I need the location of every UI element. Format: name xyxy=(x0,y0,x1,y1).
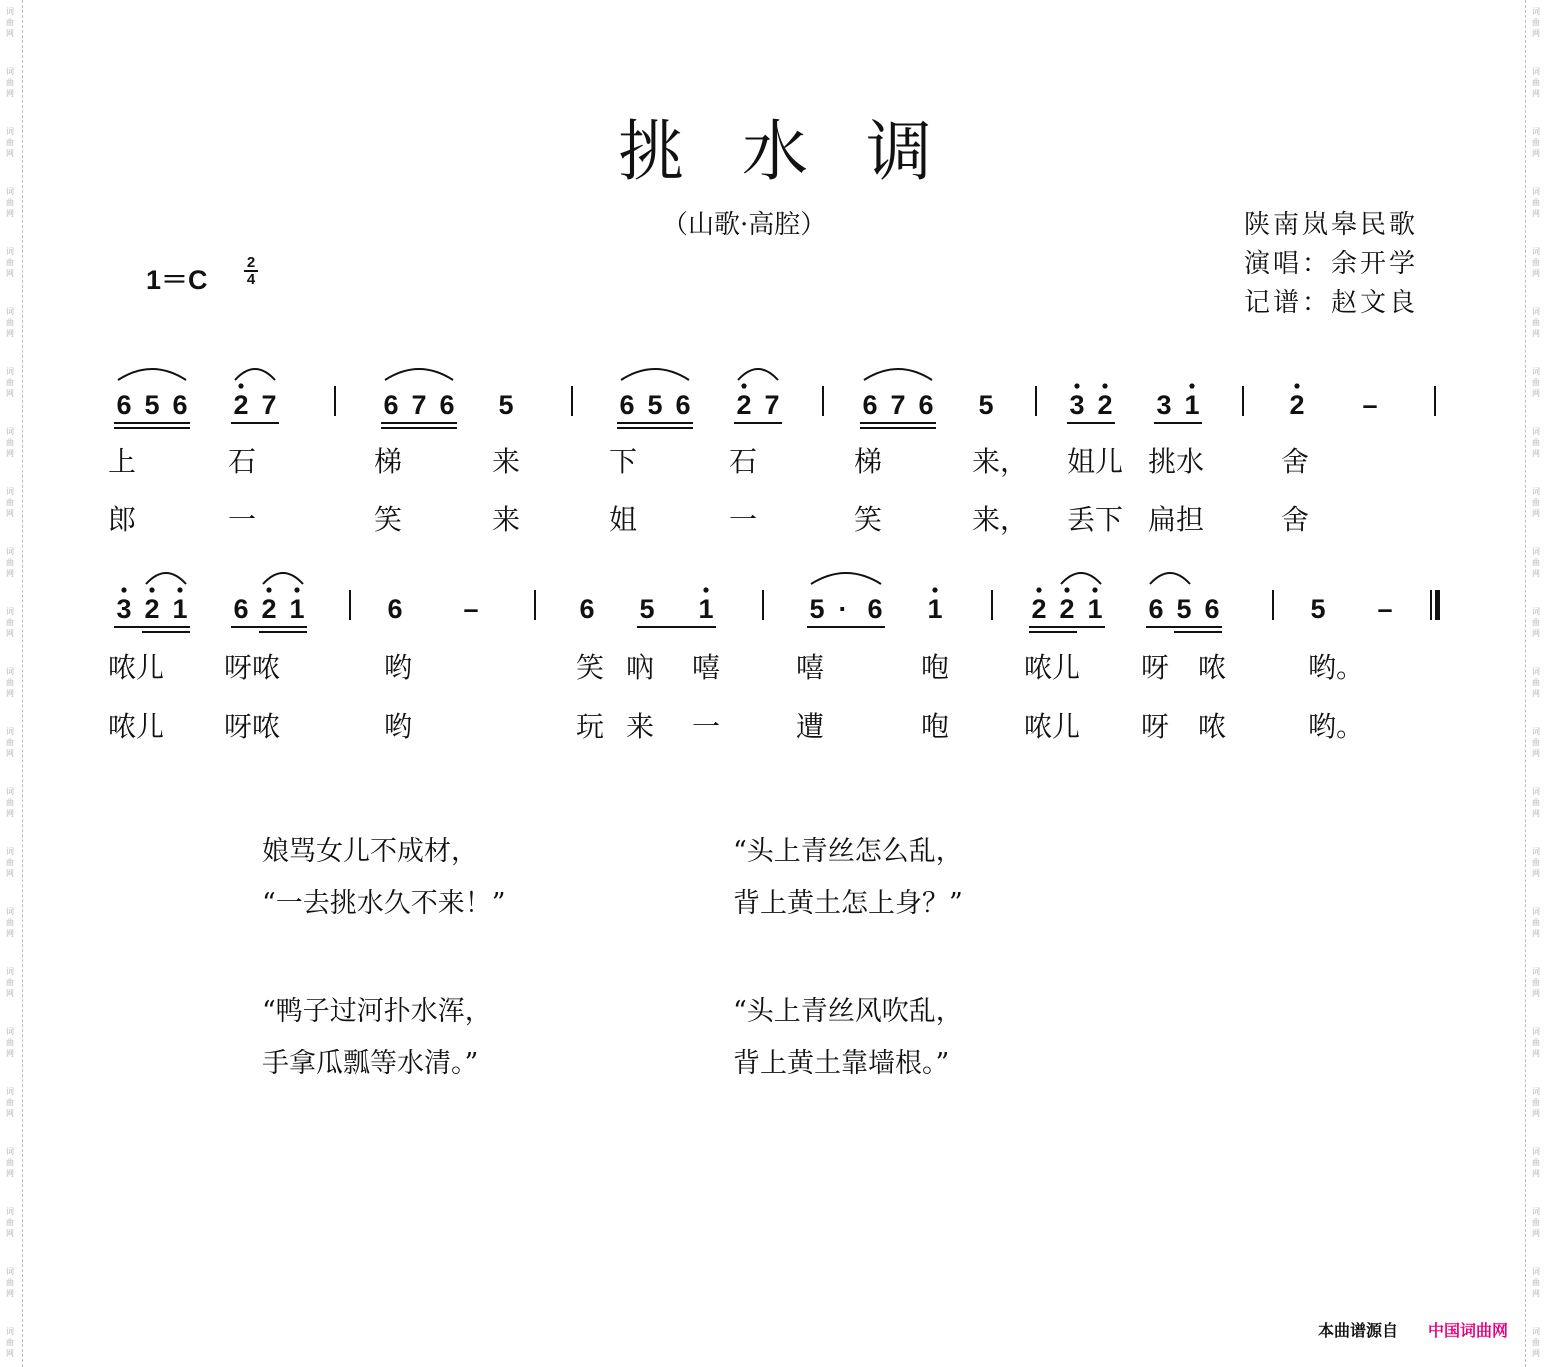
watermark-glyph: 词 xyxy=(1532,7,1540,16)
line1-note: 6 xyxy=(383,390,399,420)
watermark-glyph: 词 xyxy=(1532,487,1540,496)
line2-octave-dot xyxy=(149,587,154,592)
time-signature-top: 2 xyxy=(246,254,256,271)
watermark-glyph: 网 xyxy=(1532,989,1540,998)
watermark-glyph: 曲 xyxy=(1532,378,1540,387)
watermark-glyph: 词 xyxy=(1532,427,1540,436)
line1-lyrics2-syllable: 笑 xyxy=(374,503,403,536)
line2-note: 5 xyxy=(639,594,655,624)
line2-note: 6 xyxy=(579,594,595,624)
line1-slur xyxy=(385,369,453,380)
watermark-glyph: 曲 xyxy=(6,258,14,267)
watermark-glyph: 词 xyxy=(1532,247,1540,256)
watermark-glyph: 曲 xyxy=(6,738,14,747)
watermark-glyph: 词 xyxy=(6,1327,14,1336)
watermark-glyph: 词 xyxy=(1532,667,1540,676)
watermark-glyph: 网 xyxy=(6,1169,14,1178)
verse-line: 娘骂女儿不成材， xyxy=(262,836,478,867)
watermark-glyph: 曲 xyxy=(1532,1158,1540,1167)
watermark-glyph: 曲 xyxy=(1532,858,1540,867)
watermark-glyph: 词 xyxy=(1532,1207,1540,1216)
watermark-glyph: 词 xyxy=(6,307,14,316)
line1-slur xyxy=(621,369,689,380)
watermark-glyph: 网 xyxy=(6,569,14,578)
line2-note: 5 xyxy=(1310,594,1326,624)
line2-lyrics2-syllable: 哟。 xyxy=(1308,710,1365,743)
line1-note: 2 xyxy=(736,390,752,420)
watermark-glyph: 曲 xyxy=(1532,258,1540,267)
watermark-glyph: 词 xyxy=(1532,1267,1540,1276)
watermark-glyph: 网 xyxy=(6,1049,14,1058)
song-subtitle: （山歌·高腔） xyxy=(662,210,827,240)
watermark-glyph: 曲 xyxy=(1532,18,1540,27)
line1-octave-dot xyxy=(1189,383,1194,388)
line1-note: 6 xyxy=(439,390,455,420)
watermark-glyph: 网 xyxy=(6,449,14,458)
footer-source-label: 本曲谱源自 xyxy=(1318,1323,1399,1340)
line1-octave-dot xyxy=(1074,383,1079,388)
line2-lyrics1-syllable: 嘻 xyxy=(796,651,825,684)
watermark-glyph: 曲 xyxy=(1532,1278,1540,1287)
watermark-glyph: 曲 xyxy=(1532,438,1540,447)
line1-note: 2 xyxy=(1289,390,1305,420)
line2-lyrics2-syllable: 来 xyxy=(626,710,655,743)
line2-note: 6 xyxy=(233,594,249,624)
line2-lyrics1-syllable: 呀 xyxy=(1141,651,1170,684)
watermark-glyph: 曲 xyxy=(6,678,14,687)
watermark-glyph: 网 xyxy=(1532,1349,1540,1358)
line2-slur xyxy=(1061,573,1101,584)
line1-lyrics1-syllable: 下 xyxy=(609,445,638,478)
watermark-glyph: 曲 xyxy=(1532,78,1540,87)
watermark-glyph: 曲 xyxy=(6,498,14,507)
line2-lyrics1-syllable: 哟 xyxy=(384,651,413,684)
line2-lyrics2-syllable: 哝 xyxy=(1198,710,1227,743)
watermark-glyph: 网 xyxy=(6,209,14,218)
watermark-glyph: 词 xyxy=(6,607,14,616)
line2-note: – xyxy=(1377,594,1393,624)
watermark-glyph: 词 xyxy=(1532,367,1540,376)
line1-lyrics1-syllable: 上 xyxy=(108,445,137,478)
watermark-glyph: 网 xyxy=(1532,29,1540,38)
line1-note: 6 xyxy=(619,390,635,420)
line2-note: 1 xyxy=(172,594,188,624)
watermark-glyph: 网 xyxy=(6,1109,14,1118)
line2-lyrics1-syllable: 哝儿 xyxy=(1024,651,1081,684)
watermark-glyph: 网 xyxy=(1532,1109,1540,1118)
watermark-glyph: 曲 xyxy=(1532,318,1540,327)
line2-lyrics1-syllable: 哝 xyxy=(1198,651,1227,684)
watermark-glyph: 网 xyxy=(1532,749,1540,758)
line2-note: 2 xyxy=(1031,594,1047,624)
line2-octave-dot xyxy=(1036,587,1041,592)
watermark-glyph: 网 xyxy=(6,149,14,158)
line1-note: 2 xyxy=(1097,390,1113,420)
line2-slur xyxy=(263,573,303,584)
line1-lyrics1-syllable: 来 xyxy=(492,445,521,478)
watermark-glyph: 词 xyxy=(1532,847,1540,856)
line2-note: 3 xyxy=(116,594,132,624)
line1-lyrics2-syllable: 一 xyxy=(228,503,257,536)
watermark-glyph: 曲 xyxy=(1532,1098,1540,1107)
watermark-glyph: 曲 xyxy=(6,78,14,87)
watermark-glyph: 曲 xyxy=(6,798,14,807)
watermark-glyph: 曲 xyxy=(1532,1338,1540,1347)
watermark-glyph: 词 xyxy=(6,1147,14,1156)
watermark-glyph: 词 xyxy=(1532,187,1540,196)
watermark-glyph: 网 xyxy=(1532,509,1540,518)
watermark-glyph: 曲 xyxy=(1532,918,1540,927)
watermark-glyph: 网 xyxy=(6,1229,14,1238)
line2-note: 1 xyxy=(289,594,305,624)
line1-lyrics1-syllable: 石 xyxy=(729,445,758,478)
watermark-glyph: 曲 xyxy=(1532,198,1540,207)
watermark-glyph: 词 xyxy=(6,847,14,856)
line1-lyrics2-syllable: 姐 xyxy=(609,503,638,536)
watermark-glyph: 词 xyxy=(6,127,14,136)
watermark-glyph: 曲 xyxy=(6,438,14,447)
watermark-glyph: 曲 xyxy=(1532,558,1540,567)
verse-line: “一去挑水久不来！” xyxy=(262,888,506,919)
line2-octave-dot xyxy=(1092,587,1097,592)
line1-octave-dot xyxy=(238,383,243,388)
line2-lyrics2-syllable: 一 xyxy=(692,710,721,743)
watermark-glyph: 网 xyxy=(1532,209,1540,218)
watermark-glyph: 词 xyxy=(1532,727,1540,736)
line2-note: 1 xyxy=(927,594,943,624)
line1-note: 5 xyxy=(647,390,663,420)
line1-slur xyxy=(118,369,186,380)
origin-text: 陕南岚皋民歌 xyxy=(1244,210,1419,240)
line2-note: 1 xyxy=(698,594,714,624)
watermark-glyph: 网 xyxy=(1532,689,1540,698)
line2-note: 5 xyxy=(809,594,825,624)
watermark-glyph: 网 xyxy=(6,689,14,698)
line1-lyrics2-syllable: 舍 xyxy=(1281,503,1310,536)
line2-slur xyxy=(811,573,881,584)
watermark-glyph: 网 xyxy=(1532,629,1540,638)
watermark-glyph: 网 xyxy=(1532,869,1540,878)
watermark-glyph: 网 xyxy=(1532,1289,1540,1298)
line2-lyrics1-syllable: 笑 xyxy=(576,651,605,684)
line1-lyrics2-syllable: 来， xyxy=(972,503,1029,536)
line2-lyrics1-syllable: 嘻 xyxy=(692,651,721,684)
verse-line: “头上青丝怎么乱， xyxy=(733,836,963,867)
line2-lyrics1-syllable: 咆 xyxy=(921,651,950,684)
line1-note: 5 xyxy=(144,390,160,420)
watermark-glyph: 词 xyxy=(1532,1147,1540,1156)
watermark-glyph: 网 xyxy=(1532,149,1540,158)
line1-lyrics2-syllable: 来 xyxy=(492,503,521,536)
line2-lyrics2-syllable: 哝儿 xyxy=(1024,710,1081,743)
line2-lyrics1-syllable: 吶 xyxy=(626,651,655,684)
watermark-glyph: 曲 xyxy=(6,618,14,627)
line2-octave-dot xyxy=(121,587,126,592)
watermark-glyph: 曲 xyxy=(1532,738,1540,747)
line1-note: 7 xyxy=(411,390,427,420)
watermark-glyph: 词 xyxy=(6,547,14,556)
watermark-glyph: 词 xyxy=(6,367,14,376)
watermark-glyph: 词 xyxy=(1532,1087,1540,1096)
watermark-glyph: 词 xyxy=(6,907,14,916)
key-signature: 1＝C xyxy=(146,265,208,295)
watermark-glyph: 网 xyxy=(6,869,14,878)
time-signature-bottom: 4 xyxy=(246,271,256,288)
watermark-glyph: 曲 xyxy=(1532,978,1540,987)
line1-note: 7 xyxy=(261,390,277,420)
line2-lyrics2-syllable: 哟 xyxy=(384,710,413,743)
watermark-glyph: 曲 xyxy=(1532,1218,1540,1227)
watermark-glyph: 词 xyxy=(1532,1027,1540,1036)
line1-note: 6 xyxy=(116,390,132,420)
line1-note: 5 xyxy=(498,390,514,420)
watermark-glyph: 网 xyxy=(1532,1049,1540,1058)
line2-slur xyxy=(1150,573,1190,584)
watermark-glyph: 网 xyxy=(6,929,14,938)
watermark-glyph: 词 xyxy=(1532,127,1540,136)
verse-line: “鸭子过河扑水浑， xyxy=(262,996,492,1027)
watermark-glyph: 网 xyxy=(6,329,14,338)
watermark-glyph: 曲 xyxy=(6,318,14,327)
watermark-glyph: 词 xyxy=(6,487,14,496)
watermark-glyph: 网 xyxy=(6,89,14,98)
line1-slur xyxy=(738,369,778,380)
line1-lyrics2-syllable: 扁担 xyxy=(1148,503,1205,536)
line2-lyrics2-syllable: 哝儿 xyxy=(108,710,165,743)
watermark-glyph: 网 xyxy=(6,29,14,38)
line2-note: 6 xyxy=(387,594,403,624)
verse-line: “头上青丝风吹乱， xyxy=(733,996,963,1027)
singer-text: 演唱：余开学 xyxy=(1244,249,1419,279)
watermark-glyph: 词 xyxy=(1532,1327,1540,1336)
watermark-glyph: 词 xyxy=(6,7,14,16)
line1-lyrics2-syllable: 笑 xyxy=(854,503,883,536)
watermark-glyph: 词 xyxy=(1532,967,1540,976)
watermark-glyph: 网 xyxy=(6,269,14,278)
line2-lyrics2-syllable: 遭 xyxy=(796,710,825,743)
footer-site-link[interactable]: 中国词曲网 xyxy=(1428,1323,1509,1340)
line1-lyrics2-syllable: 一 xyxy=(729,503,758,536)
watermark-glyph: 网 xyxy=(1532,269,1540,278)
line2-octave-dot xyxy=(177,587,182,592)
line1-lyrics2-syllable: 丢下 xyxy=(1067,503,1124,536)
watermark-glyph: 曲 xyxy=(6,918,14,927)
watermark-glyph: 曲 xyxy=(6,18,14,27)
line2-lyrics1-syllable: 哝儿 xyxy=(108,651,165,684)
watermark-glyph: 曲 xyxy=(1532,138,1540,147)
line2-note: 6 xyxy=(1148,594,1164,624)
line2-lyrics2-syllable: 呀 xyxy=(1141,710,1170,743)
watermark-glyph: 词 xyxy=(1532,787,1540,796)
watermark-glyph: 词 xyxy=(6,247,14,256)
line1-lyrics1-syllable: 姐儿 xyxy=(1067,445,1124,478)
line2-note: 2 xyxy=(261,594,277,624)
line2-slur xyxy=(146,573,186,584)
line2-octave-dot xyxy=(932,587,937,592)
watermark-glyph: 网 xyxy=(1532,1229,1540,1238)
watermark-glyph: 曲 xyxy=(6,978,14,987)
watermark-glyph: 网 xyxy=(6,749,14,758)
line2-octave-dot xyxy=(703,587,708,592)
watermark-glyph: 曲 xyxy=(6,1278,14,1287)
notation-credit-text: 记谱：赵文良 xyxy=(1244,288,1419,318)
watermark-glyph: 网 xyxy=(1532,1169,1540,1178)
watermark-glyph: 网 xyxy=(6,1349,14,1358)
watermark-glyph: 词 xyxy=(6,667,14,676)
watermark-glyph: 曲 xyxy=(6,1218,14,1227)
line1-lyrics1-syllable: 挑水 xyxy=(1148,445,1205,478)
line1-note: 2 xyxy=(233,390,249,420)
watermark-glyph: 词 xyxy=(6,1267,14,1276)
line2-note: 5 xyxy=(1176,594,1192,624)
line1-octave-dot xyxy=(741,383,746,388)
watermark-glyph: 词 xyxy=(6,967,14,976)
line1-note: 6 xyxy=(862,390,878,420)
line2-lyrics2-syllable: 玩 xyxy=(576,710,605,743)
watermark-glyph: 网 xyxy=(1532,569,1540,578)
line1-note: 7 xyxy=(890,390,906,420)
watermark-glyph: 网 xyxy=(1532,449,1540,458)
watermark-glyph: 词 xyxy=(6,67,14,76)
watermark-glyph: 词 xyxy=(1532,907,1540,916)
watermark-glyph: 网 xyxy=(1532,89,1540,98)
line2-note: 6 xyxy=(867,594,883,624)
watermark-glyph: 曲 xyxy=(1532,1038,1540,1047)
watermark-glyph: 曲 xyxy=(6,1038,14,1047)
line1-lyrics1-syllable: 来， xyxy=(972,445,1029,478)
watermark-glyph: 词 xyxy=(6,727,14,736)
watermark-glyph: 网 xyxy=(6,989,14,998)
line1-note: 3 xyxy=(1069,390,1085,420)
line1-octave-dot xyxy=(1102,383,1107,388)
line2-note: · xyxy=(838,594,848,624)
line2-lyrics2-syllable: 呀哝 xyxy=(224,710,281,743)
watermark-glyph: 网 xyxy=(1532,809,1540,818)
watermark-glyph: 词 xyxy=(6,1087,14,1096)
watermark-glyph: 词 xyxy=(6,427,14,436)
watermark-glyph: 词 xyxy=(6,1207,14,1216)
line1-note: 6 xyxy=(172,390,188,420)
watermark-glyph: 曲 xyxy=(6,1338,14,1347)
watermark-glyph: 曲 xyxy=(6,1158,14,1167)
watermark-glyph: 词 xyxy=(1532,607,1540,616)
line2-note: 2 xyxy=(1059,594,1075,624)
watermark-glyph: 词 xyxy=(1532,67,1540,76)
line2-note: – xyxy=(463,594,479,624)
watermark-glyph: 曲 xyxy=(1532,678,1540,687)
verse-line: 背上黄土怎上身？” xyxy=(733,888,963,919)
watermark-glyph: 词 xyxy=(6,187,14,196)
line1-note: 3 xyxy=(1156,390,1172,420)
watermark-glyph: 曲 xyxy=(1532,618,1540,627)
line1-lyrics1-syllable: 梯 xyxy=(374,445,403,478)
line1-note: 6 xyxy=(675,390,691,420)
watermark-glyph: 网 xyxy=(6,1289,14,1298)
watermark-glyph: 词 xyxy=(6,787,14,796)
line1-slur xyxy=(864,369,932,380)
watermark-glyph: 曲 xyxy=(6,1098,14,1107)
watermark-glyph: 网 xyxy=(1532,929,1540,938)
watermark-glyph: 网 xyxy=(6,809,14,818)
line2-note: 6 xyxy=(1204,594,1220,624)
line2-lyrics1-syllable: 哟。 xyxy=(1308,651,1365,684)
watermark-glyph: 网 xyxy=(6,389,14,398)
line1-lyrics2-syllable: 郎 xyxy=(108,503,137,536)
line2-octave-dot xyxy=(294,587,299,592)
line2-note: 1 xyxy=(1087,594,1103,624)
line2-octave-dot xyxy=(266,587,271,592)
line2-octave-dot xyxy=(1064,587,1069,592)
line1-note: 7 xyxy=(764,390,780,420)
line2-note: 2 xyxy=(144,594,160,624)
watermark-glyph: 词 xyxy=(6,1027,14,1036)
line1-octave-dot xyxy=(1294,383,1299,388)
line1-note: 1 xyxy=(1184,390,1200,420)
line1-slur xyxy=(235,369,275,380)
watermark-glyph: 网 xyxy=(1532,389,1540,398)
song-title: 挑水调 xyxy=(618,113,990,190)
line1-note: 6 xyxy=(918,390,934,420)
verse-line: 背上黄土靠墙根。” xyxy=(733,1048,950,1079)
watermark-glyph: 网 xyxy=(1532,329,1540,338)
line2-lyrics1-syllable: 呀哝 xyxy=(224,651,281,684)
line1-lyrics1-syllable: 石 xyxy=(228,445,257,478)
line1-note: – xyxy=(1362,390,1378,420)
watermark-glyph: 曲 xyxy=(6,858,14,867)
watermark-glyph: 词 xyxy=(1532,307,1540,316)
line2-lyrics2-syllable: 咆 xyxy=(921,710,950,743)
verse-line: 手拿瓜瓢等水清。” xyxy=(262,1048,479,1079)
line1-lyrics1-syllable: 梯 xyxy=(854,445,883,478)
watermark-glyph: 曲 xyxy=(1532,798,1540,807)
line1-lyrics1-syllable: 舍 xyxy=(1281,445,1310,478)
watermark-glyph: 曲 xyxy=(6,378,14,387)
watermark-glyph: 曲 xyxy=(1532,498,1540,507)
watermark-glyph: 曲 xyxy=(6,138,14,147)
watermark-glyph: 曲 xyxy=(6,198,14,207)
watermark-glyph: 曲 xyxy=(6,558,14,567)
watermark-glyph: 网 xyxy=(6,509,14,518)
line1-note: 5 xyxy=(978,390,994,420)
watermark-glyph: 词 xyxy=(1532,547,1540,556)
watermark-glyph: 网 xyxy=(6,629,14,638)
